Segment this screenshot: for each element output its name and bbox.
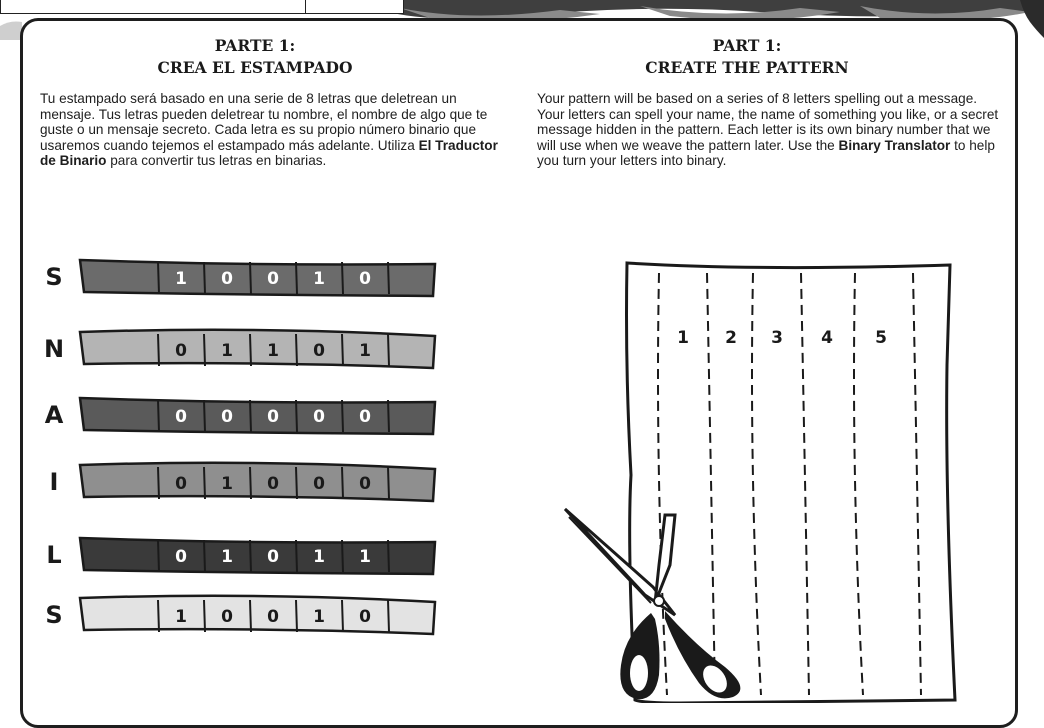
english-column: [537, 35, 1007, 183]
binary-digit: 0: [267, 269, 279, 289]
cell-divider: [158, 400, 159, 432]
binary-digit: 0: [221, 269, 233, 289]
cell-divider: [296, 540, 297, 572]
spanish-title-line1: PARTE 1:: [214, 36, 296, 55]
cell-divider: [296, 262, 297, 294]
strip-band: [80, 398, 435, 434]
english-paragraph-end: to help you turn your letters into binary.: [537, 137, 995, 169]
strip-band: [80, 538, 435, 574]
column-number: 4: [821, 328, 833, 348]
cell-divider: [342, 540, 343, 572]
strip-letter: L: [46, 541, 62, 569]
binary-digit: 0: [359, 407, 371, 427]
cell-divider: [204, 467, 205, 499]
cell-divider: [388, 262, 389, 294]
cell-divider: [296, 400, 297, 432]
binary-digit: 0: [221, 607, 233, 627]
binary-digit: 0: [359, 607, 371, 627]
cell-divider: [388, 467, 389, 499]
english-paragraph-bold: Binary Translator: [838, 137, 951, 153]
binary-digit: 0: [267, 547, 279, 567]
strip-letter: A: [44, 401, 64, 429]
cell-divider: [250, 334, 251, 366]
cell-divider: [296, 467, 297, 499]
spanish-paragraph-bold: El Traductor de Binario: [40, 137, 498, 169]
binary-digit: 0: [359, 474, 371, 494]
binary-strip: [45, 596, 435, 634]
binary-digit: 0: [359, 269, 371, 289]
binary-strip: [45, 260, 435, 296]
column-number: 1: [677, 328, 689, 348]
cell-divider: [250, 400, 251, 432]
binary-digit: 0: [313, 407, 325, 427]
english-title-line1: PART 1:: [712, 36, 782, 55]
cell-divider: [158, 262, 159, 294]
cell-divider: [204, 540, 205, 572]
top-tab: [0, 0, 404, 14]
cell-divider: [388, 540, 389, 572]
strip-letter: N: [43, 335, 65, 363]
cell-divider: [342, 334, 343, 366]
binary-digit: 0: [175, 407, 187, 427]
binary-strips-illustration: [30, 240, 450, 695]
cell-divider: [204, 600, 205, 632]
strip-letter: S: [45, 263, 63, 291]
binary-digit: 0: [221, 407, 233, 427]
spanish-heading: [40, 35, 470, 79]
tab-divider: [305, 0, 306, 13]
binary-digit: 1: [359, 341, 371, 361]
spanish-paragraph-text: Tu estampado será basado en una serie de 8 letras que deletrean un mensaje. Tus letras pueden deletrear tu nombre, el nombre de algo que te guste o un mensaje secreto. Cada letra es su propio número binario que usaremos cuando tejemos el estampado más adelante. Utiliza: [40, 91, 488, 153]
binary-digit: 0: [313, 474, 325, 494]
cell-divider: [388, 400, 389, 432]
strip-letter: I: [49, 468, 59, 496]
binary-digit: 1: [221, 474, 233, 494]
cell-divider: [296, 600, 297, 632]
english-title-line2: CREATE THE PATTERN: [645, 58, 849, 77]
cell-divider: [342, 467, 343, 499]
binary-digit: 1: [313, 547, 325, 567]
cell-divider: [342, 262, 343, 294]
cell-divider: [250, 262, 251, 294]
column-number: 5: [875, 328, 887, 348]
cell-divider: [296, 334, 297, 366]
binary-digit: 0: [175, 474, 187, 494]
binary-digit: 1: [221, 547, 233, 567]
binary-digit: 1: [175, 269, 187, 289]
binary-digit: 1: [313, 269, 325, 289]
binary-digit: 1: [359, 547, 371, 567]
binary-digit: 1: [175, 607, 187, 627]
binary-strip: [46, 538, 435, 574]
spanish-paragraph: [40, 91, 510, 169]
binary-strip: [45, 398, 435, 434]
english-heading: [537, 35, 957, 79]
english-paragraph: [537, 91, 1007, 169]
column-number: 2: [725, 328, 737, 348]
english-paragraph-text: Your pattern will be based on a series of 8 letters spelling out a message. Your letters can spell your name, the name of something you like, or a secret message hidden in the pattern. Each letter is its own binary number that we will use when we weave the pattern later. Use the: [537, 91, 999, 153]
cell-divider: [250, 467, 251, 499]
strip-band: [80, 596, 435, 634]
binary-digit: 0: [313, 341, 325, 361]
cell-divider: [204, 334, 205, 366]
binary-strip: [50, 463, 435, 501]
spanish-title-line2: CREA EL ESTAMPADO: [157, 58, 353, 77]
cell-divider: [342, 600, 343, 632]
binary-digit: 0: [267, 474, 279, 494]
binary-digit: 1: [313, 607, 325, 627]
loom-illustration: [555, 245, 975, 703]
binary-digit: 0: [175, 341, 187, 361]
spanish-column: [40, 35, 510, 183]
cell-divider: [388, 334, 389, 366]
strip-band: [80, 260, 435, 296]
cell-divider: [158, 540, 159, 572]
strip-band: [80, 463, 435, 501]
binary-digit: 0: [175, 547, 187, 567]
cell-divider: [204, 400, 205, 432]
strip-band: [80, 330, 435, 368]
binary-digit: 1: [221, 341, 233, 361]
strip-letter: S: [45, 601, 63, 629]
binary-digit: 0: [267, 607, 279, 627]
spanish-paragraph-end: para convertir tus letras en binarias.: [106, 153, 327, 169]
binary-digit: 0: [267, 407, 279, 427]
binary-digit: 1: [267, 341, 279, 361]
cell-divider: [250, 600, 251, 632]
cell-divider: [158, 600, 159, 632]
binary-strip: [44, 330, 435, 368]
cell-divider: [204, 262, 205, 294]
cell-divider: [158, 334, 159, 366]
column-number: 3: [771, 328, 783, 348]
cell-divider: [388, 600, 389, 632]
cell-divider: [342, 400, 343, 432]
cell-divider: [158, 467, 159, 499]
cell-divider: [250, 540, 251, 572]
